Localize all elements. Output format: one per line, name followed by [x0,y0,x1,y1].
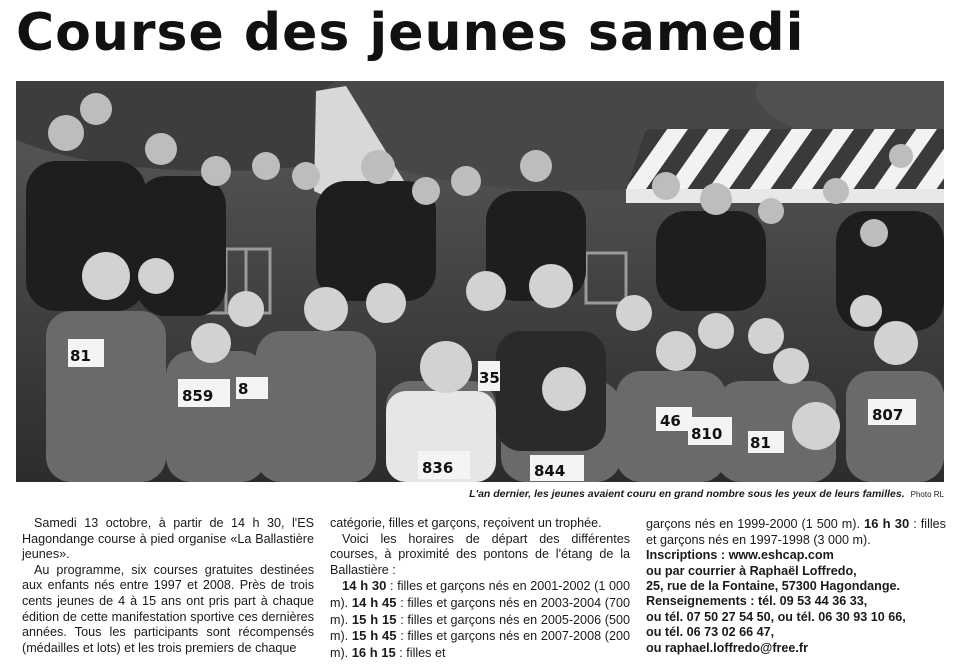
schedule-time: 16 h 15 [351,644,396,660]
headline: Course des jeunes samedi [16,3,805,63]
bib [688,417,732,445]
schedule-text: : filles et garçons nés en 2007-2008 (200 m). [330,629,631,660]
schedule-time: 14 h 45 [351,594,397,610]
bib [868,399,916,425]
contact-line: ou par courrier à Raphaël Loffredo, [646,563,857,578]
schedule-time: 14 h 30 [342,578,387,594]
schedule-paragraph [330,578,630,661]
contact-line: 25, rue de la Fontaine, 57300 Hagondange. [646,579,901,593]
article-paragraph: Samedi 13 octobre, à partir de 14 h 30, l'ES Hagondange course à pied organise «La Ballastière jeunes». [22,516,314,562]
schedule-text: : filles et garçons nés en 1997-1998 (3 000 m). [646,517,946,547]
svg-text:807: 807 [872,406,904,424]
schedule-time: 16 h 30 [864,516,910,531]
contact-line: ou tél. 07 50 27 54 50, ou tél. 06 30 93 10 66, [646,609,906,624]
schedule-text: : filles et garçons nés en 2003-2004 (700 m). [330,595,631,627]
svg-text:836: 836 [422,459,454,477]
contact-line: ou tél. 06 73 02 66 47, [646,625,775,640]
schedule-time: 15 h 15 [351,611,397,627]
svg-text:81: 81 [750,434,771,452]
bib [236,377,268,399]
contact-line: Renseignements : tél. 09 53 44 36 33, [646,594,868,609]
photo-caption [16,488,944,500]
article-paragraph: Au programme, six courses gratuites destinées aux enfants nés entre 1997 et 2008. Près de trois cents jeunes de 4 à 15 ans ont pris part à chaque édition de cette manifestation sportive ces dernières années. Tous les participants sont récompensés (médailles et lots) et les trois premiers de chaque [22,562,314,655]
contact-block [646,548,946,656]
schedule-time: 15 h 45 [351,628,397,644]
svg-text:35: 35 [479,369,500,387]
svg-text:8: 8 [238,380,249,398]
bib [418,451,470,479]
contact-line: ou raphael.loffredo@free.fr [646,640,809,655]
svg-text:844: 844 [534,462,566,480]
photo-credit: Photo RL [910,490,944,499]
article-column-3 [646,516,946,656]
svg-text:46: 46 [660,412,681,430]
bib [68,339,104,367]
bib [178,379,230,407]
svg-text:81: 81 [70,347,91,365]
svg-text:859: 859 [182,387,214,405]
bib [530,455,584,481]
race-photo [16,81,944,482]
schedule-text: : filles et garçons nés en 2005-2006 (500 m). [330,612,631,644]
bib [478,361,500,391]
article-column-2 [330,516,630,661]
contact-line: Inscriptions : www.eshcap.com [646,548,834,563]
article-paragraph: Voici les horaires de départ des différentes courses, à proximité des pontons de l'étang de la Ballastière : [330,531,630,577]
article-paragraph: catégorie, filles et garçons, reçoivent un trophée. [330,516,602,530]
bib [748,431,784,453]
caption-text: L'an dernier, les jeunes avaient couru en grand nombre sous les yeux de leurs familles. [469,488,905,500]
article-column-1 [22,516,314,656]
schedule-text: garçons nés en 1999-2000 (1 500 m). [646,517,865,531]
schedule-text: : filles et [395,645,446,660]
schedule-paragraph [646,516,946,548]
bib [656,407,692,431]
schedule-text: : filles et garçons nés en 2001-2002 (1 000 m). [330,579,630,610]
svg-text:810: 810 [691,425,723,443]
